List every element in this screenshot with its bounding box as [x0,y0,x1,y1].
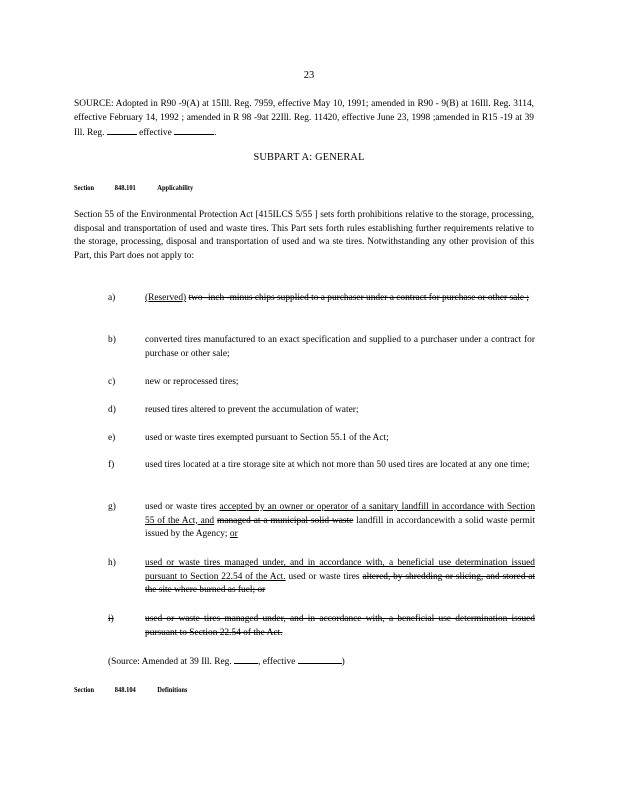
reg-page-blank [234,654,258,664]
source-note-close: ) [341,657,345,667]
item-text [145,557,535,598]
source-effective-label: effective [139,128,172,138]
item-label: e) [108,433,116,443]
item-label: h) [108,558,116,568]
page-number: 23 [303,70,315,81]
source-note [108,654,345,667]
deleted-text: two -inch -minus chips supplied to a purchaser under a contract for purchase or other sale ; [188,293,529,303]
reg-page-blank [107,125,137,135]
source-note-text: (Source: Amended at 39 Ill. Reg. [108,657,232,667]
section-label: Section [74,685,95,694]
item-text: used or waste tires exempted pursuant to Section 55.1 of the Act; [145,433,389,443]
item-label: g) [108,502,116,512]
item-text: used tires located at a tire storage site at which not more than 50 used tires are located at any one time; [145,460,530,470]
item-label: i) [108,614,114,624]
section-title: Definitions [157,685,188,694]
source-text-main: SOURCE: Adopted in R90 -9(A) at 15Ill. Reg. 7959, effective May 10, 1991; amended in R90 - 9(B) at 16Ill. Reg. 3114, effective February 14, 1992 ; amended in R 98 -9at 22Ill. Reg. 11420, effective June 23, 1998 ;amended in R15 -19 at 39 Ill. Reg. [74,99,534,138]
item-text [145,292,535,306]
added-text-end: or [229,529,238,540]
deleted-text: used or waste tires managed under, and in accordance with, a beneficial use determination issued pursuant to Section 22.54 of the Act. [145,614,535,638]
added-text: (Reserved) [145,293,187,303]
section-heading-848-104 [74,685,187,694]
item-label: c) [108,377,116,387]
item-text: new or reprocessed tires; [145,377,239,387]
item-text: reused tires altered to prevent the accumulation of water; [145,405,359,415]
section-label: Section [74,183,95,192]
item-text-mid: used or waste tires [288,571,360,582]
subpart-heading: SUBPART A: GENERAL [253,152,365,163]
deleted-text: altered, by shredding or slicing, and stored at the site where burned as fuel; or [145,571,536,596]
section-heading-848-101 [74,183,193,192]
effective-date-blank [174,125,214,135]
item-text-end: landfill in accordancewith a solid waste permit issued by the Agency; [145,515,536,540]
item-label: f) [108,460,115,470]
item-label: d) [108,405,116,415]
added-text: accepted by an owner or operator of a sanitary landfill in accordance with Section 55 of the Act, and [145,502,536,526]
section-number: 848.101 [114,183,136,192]
item-text: converted tires manufactured to an exact specification and supplied to a purchaser under a contract for purchase or other sale; [145,335,535,359]
effective-date-blank [298,654,342,664]
section-title: Applicability [157,183,194,192]
deleted-text: managed at a municipal solid waste [217,515,354,526]
source-note-effective: , effective [258,657,296,667]
item-text-start: used or waste tires [145,502,217,512]
source-citation [74,97,534,140]
item-label: b) [108,335,116,345]
section-number: 848.104 [114,685,136,694]
item-text [145,501,535,542]
source-period: . [214,128,217,138]
added-text: used or waste tires managed under, and in accordance with, a beneficial use determination issued pursuant to Section 22.54 of the Act. [145,558,535,582]
intro-paragraph: Section 55 of the Environmental Protection Act [415ILCS 5/55 ] sets forth prohibitions relative to the storage, processing, disposal and transportation of used and waste tires. This Part sets forth rules establishing further requirements relative to the storage, processing, disposal and transportation of used and wa ste tires. Notwithstanding any other provision of this Part, this Part does not apply to: [74,210,534,261]
item-label: a) [108,293,116,303]
